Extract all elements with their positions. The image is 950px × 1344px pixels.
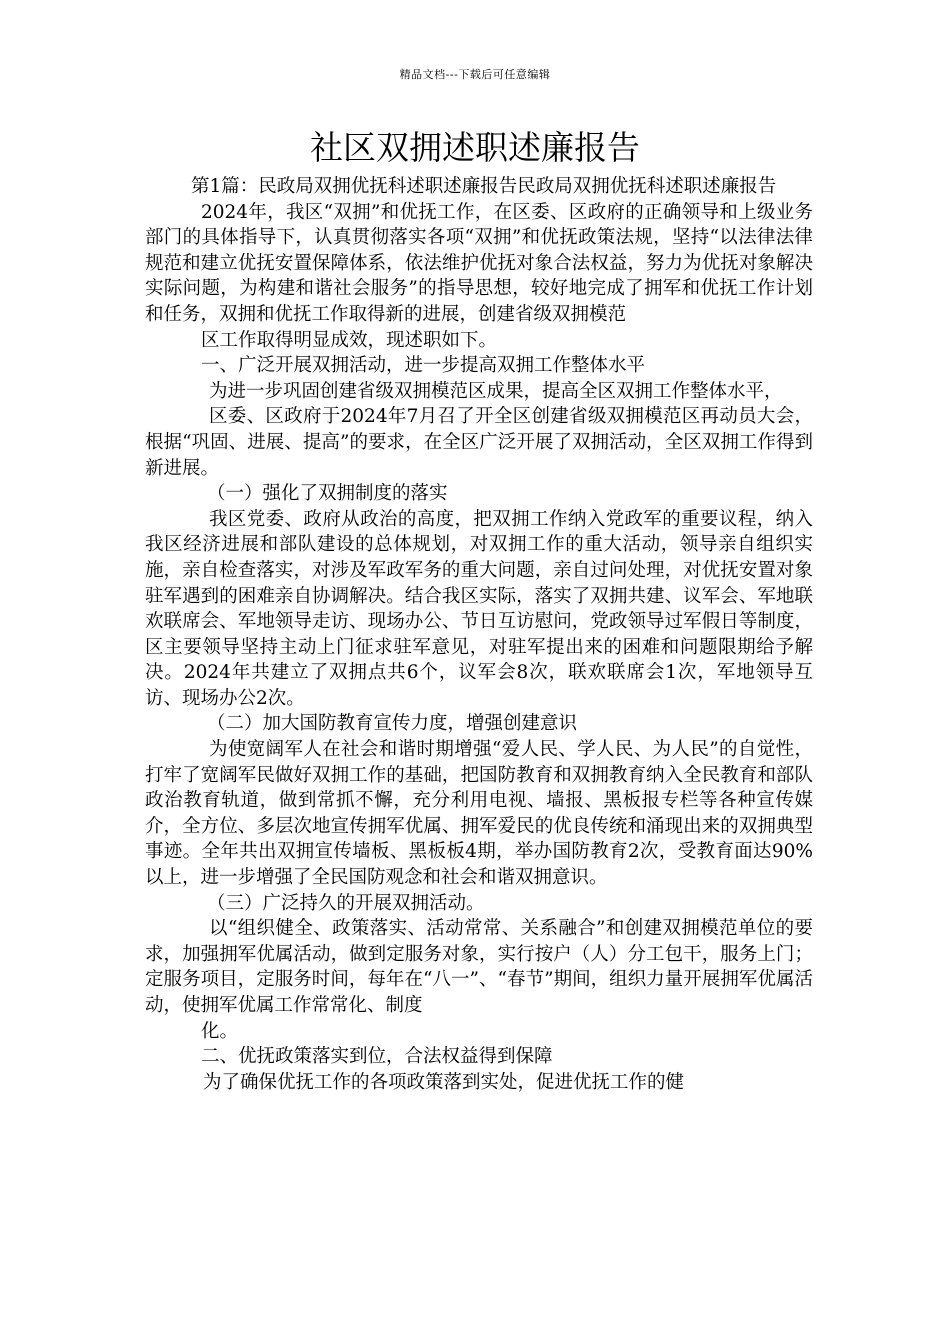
section-heading: 一、广泛开展双拥活动，进一步提高双拥工作整体水平: [201, 355, 646, 377]
paragraph: 化。: [201, 1020, 239, 1042]
paragraph: 为了确保优抚工作的各项政策落到实处，促进优抚工作的健: [203, 1071, 685, 1093]
subsection-heading: （三）广泛持久的开展双拥活动。: [207, 892, 485, 914]
paragraph: 第1篇：民政局双拥优抚科述职述廉报告民政局双拥优抚科述职述廉报告: [191, 176, 777, 197]
paragraph: 我区党委、政府从政治的高度，把双拥工作纳入党政军的重要议程，纳入我区经济进展和部队建设的总体规划，对双拥工作的重大活动，领导亲自组织实施，亲自检查落实，对涉及军政军务的重大问题，亲自过问处理，对优抚安置对象驻军遇到的困难亲自协调解决。结合我区实际，落实了双拥共建、议军会、军地联欢联席会、军地领导走访、现场办公、节日互访慰问，党政领导过军假日等制度，区主要领导坚持主动上门征求驻军意见，对驻军提出来的困难和问题限期给予解决。2024年共建立了双拥点共6个，议军会8次，联欢联席会1次，军地领导互访、现场办公2次。: [145, 508, 813, 709]
paragraph: 区委、区政府于2024年7月召了开全区创建省级双拥模范区再动员大会，根据“巩固、进展、提高”的要求，在全区广泛开展了双拥活动，全区双拥工作得到新进展。: [145, 406, 813, 479]
document-title: 社区双拥述职述廉报告: [310, 128, 640, 167]
document-body: [145, 174, 813, 1095]
paragraph: 为进一步巩固创建省级双拥模范区成果，提高全区双拥工作整体水平，: [209, 380, 783, 402]
subsection-heading: （二）加大国防教育宣传力度，增强创建意识: [207, 713, 578, 735]
section-heading: 二、优抚政策落实到位，合法权益得到保障: [201, 1046, 553, 1068]
paragraph: 2024年，我区“双拥”和优抚工作，在区委、区政府的正确领导和上级业务部门的具体指导下，认真贯彻落实各项“双拥”和优抚政策法规，坚持“以法律法律规范和建立优抚安置保障体系，依法维护优抚对象合法权益，努力为优抚对象解决实际问题，为构建和谐社会服务”的指导思想，较好地完成了拥军和优抚工作计划和任务，双拥和优抚工作取得新的进展，创建省级双拥模范: [145, 201, 813, 325]
header-note: 精品文档---下载后可任意编辑: [399, 68, 551, 81]
paragraph: 区工作取得明显成效，现述职如下。: [201, 329, 498, 351]
subsection-heading: （一）强化了双拥制度的落实: [207, 483, 448, 505]
paragraph: 以“组织健全、政策落实、活动常常、关系融合”和创建双拥模范单位的要求，加强拥军优属活动，做到定服务对象，实行按户（人）分工包干，服务上门；定服务项目，定服务时间，每年在“八一”、“春节”期间，组织力量开展拥军优属活动，使拥军优属工作常常化、制度: [145, 918, 813, 1016]
paragraph: 为使宽阔军人在社会和谐时期增强“爱人民、学人民、为人民”的自觉性，打牢了宽阔军民做好双拥工作的基础，把国防教育和双拥教育纳入全民教育和部队政治教育轨道，做到常抓不懈，充分利用电视、墙报、黑板报专栏等各种宣传媒介，全方位、多层次地宣传拥军优属、拥军爱民的优良传统和涌现出来的双拥典型事迹。全年共出双拥宣传墙板、黑板板4期，举办国防教育2次，受教育面达90%以上，进一步增强了全民国防观念和社会和谐双拥意识。: [145, 739, 813, 889]
